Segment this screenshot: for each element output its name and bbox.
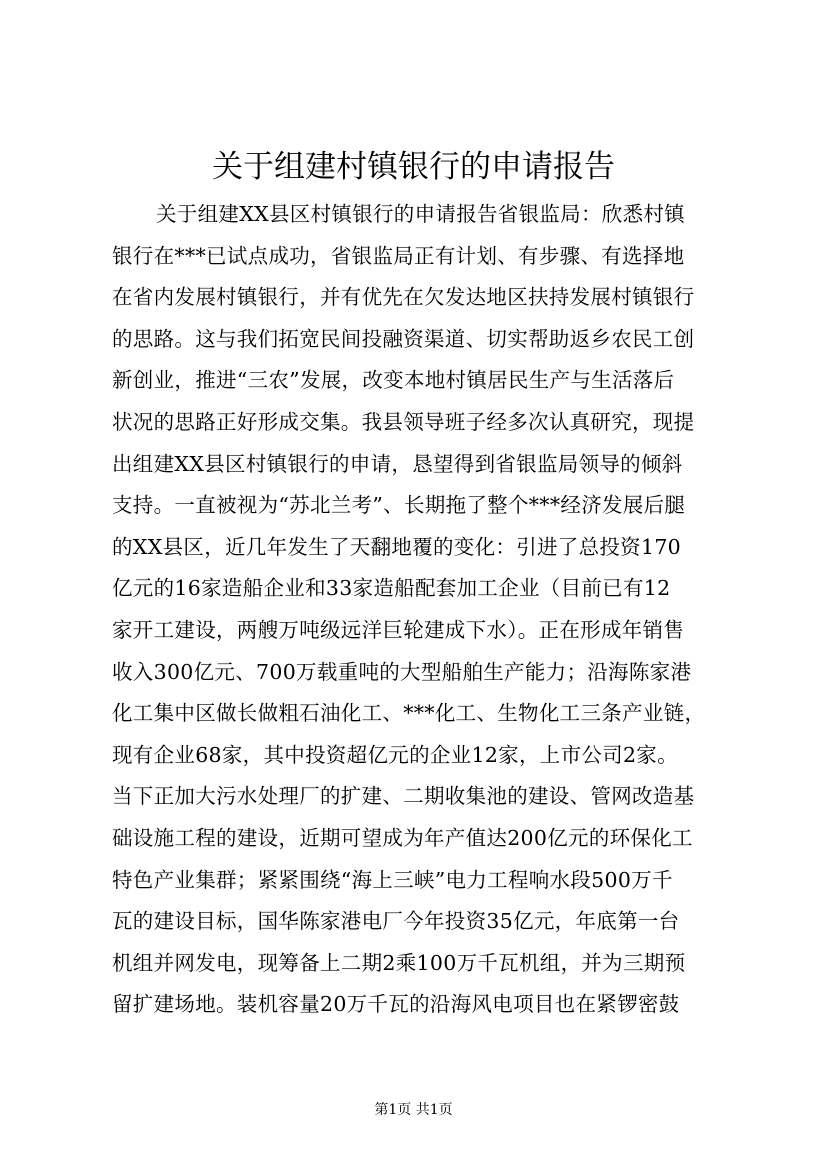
body-line: 的XX县区，近几年发生了天翻地覆的变化：引进了总投资170 — [112, 534, 682, 559]
body-line: 当下正加大污水处理厂的扩建、二期收集池的建设、管网改造基 — [112, 784, 695, 809]
page-footer: 第1页 共1页 — [374, 1102, 453, 1118]
document-body — [112, 194, 824, 1026]
body-line: 状况的思路正好形成交集。我县领导班子经多次认真研究，现提 — [112, 409, 695, 434]
body-line: 家开工建设，两艘万吨级远洋巨轮建成下水）。正在形成年销售 — [112, 617, 685, 642]
body-line: 的思路。这与我们拓宽民间投融资渠道、切实帮助返乡农民工创 — [112, 326, 695, 351]
body-line: 出组建XX县区村镇银行的申请，恳望得到省银监局领导的倾斜 — [112, 451, 683, 476]
body-line: 支持。一直被视为“苏北兰考”、长期拖了整个***经济发展后腿 — [112, 493, 686, 518]
body-line: 础设施工程的建设，近期可望成为年产值达200亿元的环保化工 — [112, 825, 693, 850]
body-line: 现有企业68家，其中投资超亿元的企业12家，上市公司2家。 — [112, 742, 678, 767]
body-line: 机组并网发电，现筹备上二期2乘100万千瓦机组，并为三期预 — [112, 950, 686, 975]
body-line: 银行在***已试点成功，省银监局正有计划、有步骤、有选择地 — [112, 243, 685, 268]
body-line: 亿元的16家造船企业和33家造船配套加工企业（目前已有12 — [112, 576, 671, 601]
body-line: 留扩建场地。装机容量20万千瓦的沿海风电项目也在紧锣密鼓 — [112, 992, 680, 1017]
body-line: 新创业，推进“三农”发展，改变本地村镇居民生产与生活落后 — [112, 368, 675, 393]
body-line: 瓦的建设目标，国华陈家港电厂今年投资35亿元，年底第一台 — [112, 909, 680, 934]
body-line: 收入300亿元、700万载重吨的大型船舶生产能力；沿海陈家港 — [112, 659, 692, 684]
body-line: 化工集中区做长做粗石油化工、***化工、生物化工三条产业链， — [112, 701, 706, 726]
body-line: 特色产业集群；紧紧围绕“海上三峡”电力工程响水段500万千 — [112, 867, 673, 892]
body-line: 关于组建XX县区村镇银行的申请报告省银监局：欣悉村镇 — [156, 202, 685, 226]
document-title: 关于组建村镇银行的申请报告 — [212, 149, 615, 185]
body-line: 在省内发展村镇银行，并有优先在欠发达地区扶持发展村镇银行 — [112, 285, 695, 310]
